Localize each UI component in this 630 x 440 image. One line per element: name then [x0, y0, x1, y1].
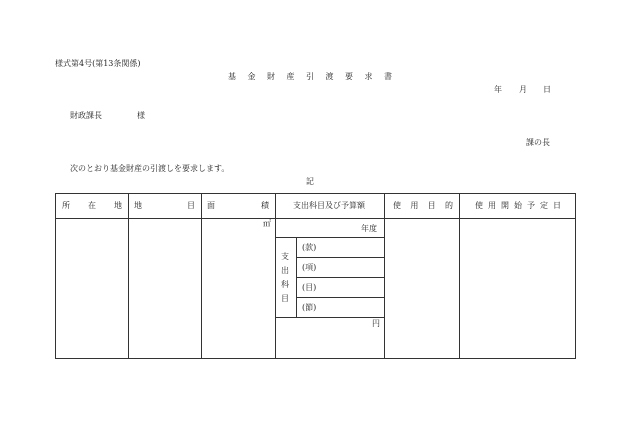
fiscal-year-label: 年度 — [361, 224, 377, 233]
title-char: 求 — [364, 72, 373, 81]
header-budget: 支出科目及び予算額 — [293, 201, 365, 210]
sender: 課の長 — [526, 138, 550, 147]
date-day: 日 — [543, 85, 551, 94]
item-kou: (項) — [302, 263, 317, 272]
header-area: 面 積 — [207, 201, 269, 210]
addressee-name: 財政課長 — [70, 111, 102, 120]
item-kan: (款) — [302, 243, 317, 252]
header-land-category: 地 目 — [134, 201, 195, 210]
area-unit: ㎡ — [263, 219, 271, 228]
header-purpose: 使 用 目 的 — [393, 201, 453, 210]
body-text: 次のとおり基金財産の引渡しを要求します。 — [70, 164, 230, 173]
expenditure-label: 支 出 科 目 — [281, 252, 289, 303]
title-char: 書 — [384, 72, 392, 81]
document-title — [228, 73, 392, 81]
title-char: 金 — [247, 72, 256, 81]
date-month: 月 — [519, 85, 527, 94]
addressee-honorific: 様 — [137, 111, 145, 120]
date-year: 年 — [494, 85, 502, 94]
title-char: 渡 — [325, 72, 334, 81]
yen-label: 円 — [372, 319, 380, 328]
header-location: 所 在 地 — [62, 201, 122, 210]
ki-label: 記 — [306, 177, 314, 186]
title-char: 基 — [228, 72, 236, 81]
item-setsu: (節) — [302, 303, 317, 312]
header-start-date: 使 用 開 始 予 定 日 — [475, 201, 561, 210]
form-number: 様式第4号(第13条関係) — [55, 59, 141, 68]
item-moku: (目) — [302, 283, 317, 292]
header-divider — [55, 218, 576, 219]
title-char: 要 — [345, 72, 353, 81]
title-char: 引 — [306, 72, 314, 81]
title-char: 財 — [267, 72, 275, 81]
title-char: 産 — [286, 72, 295, 81]
